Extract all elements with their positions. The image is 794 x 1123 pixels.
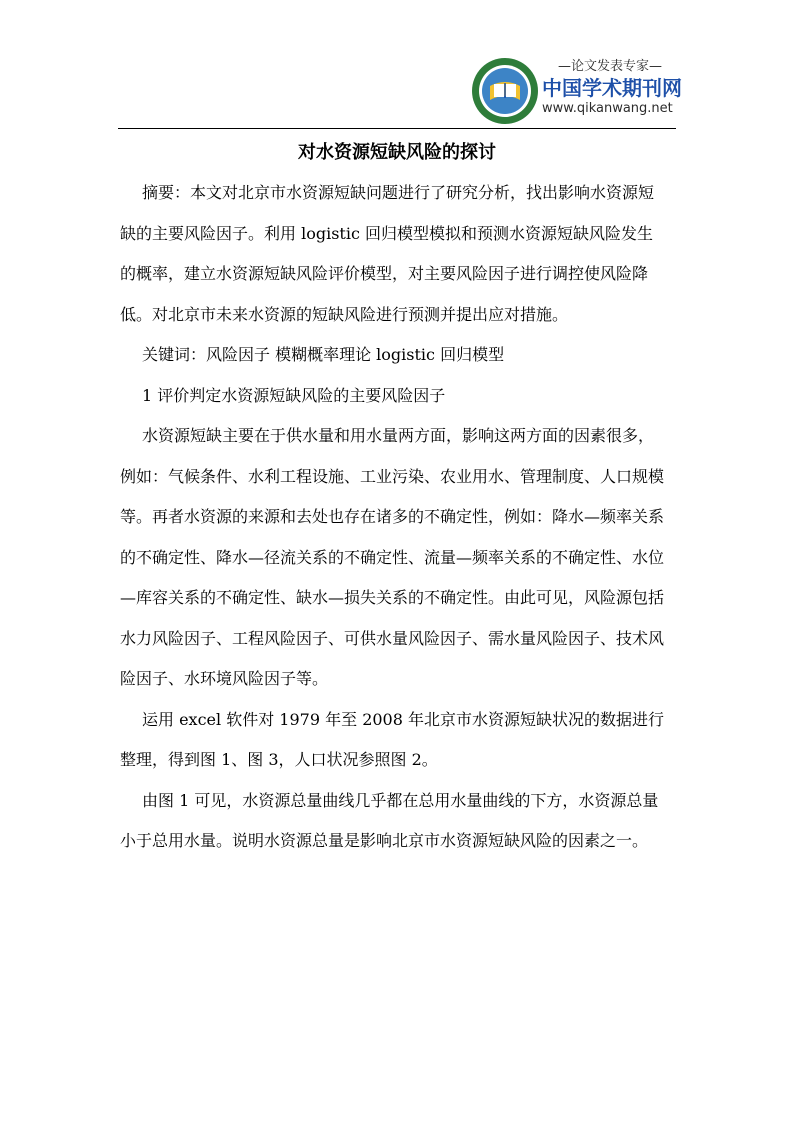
body-paragraph: 由图 1 可见，水资源总量曲线几乎都在总用水量曲线的下方，水资源总量小于总用水量。说明水资源总量是影响北京市水资源短缺风险的因素之一。: [120, 790, 659, 850]
abstract-paragraph: 摘要：本文对北京市水资源短缺问题进行了研究分析，找出影响水资源短缺的主要风险因子。利用 logistic 回归模型模拟和预测水资源短缺风险发生的概率，建立水资源短缺风险评价模型，对主要风险因子进行调控使风险降低。对北京市未来水资源的短缺风险进行预测并提出应对措施。: [120, 183, 655, 324]
document-title: 对水资源短缺风险的探讨: [298, 142, 496, 163]
section-heading: 1 评价判定水资源短缺风险的主要风险因子: [142, 385, 446, 405]
journal-seal-logo: [470, 56, 540, 126]
body-paragraph: 运用 excel 软件对 1979 年至 2008 年北京市水资源短缺状况的数据进行整理，得到图 1、图 3，人口状况参照图 2。: [120, 709, 664, 769]
header-divider: [118, 128, 676, 129]
brand-url: www.qikanwang.net: [542, 101, 673, 116]
brand-name: 中国学术期刊网: [542, 76, 682, 100]
document-body: [120, 173, 668, 862]
site-header: [470, 56, 680, 128]
keywords-paragraph: 关键词：风险因子 模糊概率理论 logistic 回归模型: [142, 345, 505, 364]
body-paragraph: 水资源短缺主要在于供水量和用水量两方面，影响这两方面的因素很多，例如：气候条件、水利工程设施、工业污染、农业用水、管理制度、人口规模等。再者水资源的来源和去处也存在诸多的不确定性，例如：降水—频率关系的不确定性、降水—径流关系的不确定性、流量—频率关系的不确定性、水位—库容关系的不确定性、缺水—损失关系的不确定性。由此可见，风险源包括水力风险因子、工程风险因子、可供水量风险因子、需水量风险因子、技术风险因子、水环境风险因子等。: [120, 426, 665, 688]
brand-tagline: —论文发表专家—: [557, 59, 662, 74]
brand-block: [542, 58, 682, 118]
